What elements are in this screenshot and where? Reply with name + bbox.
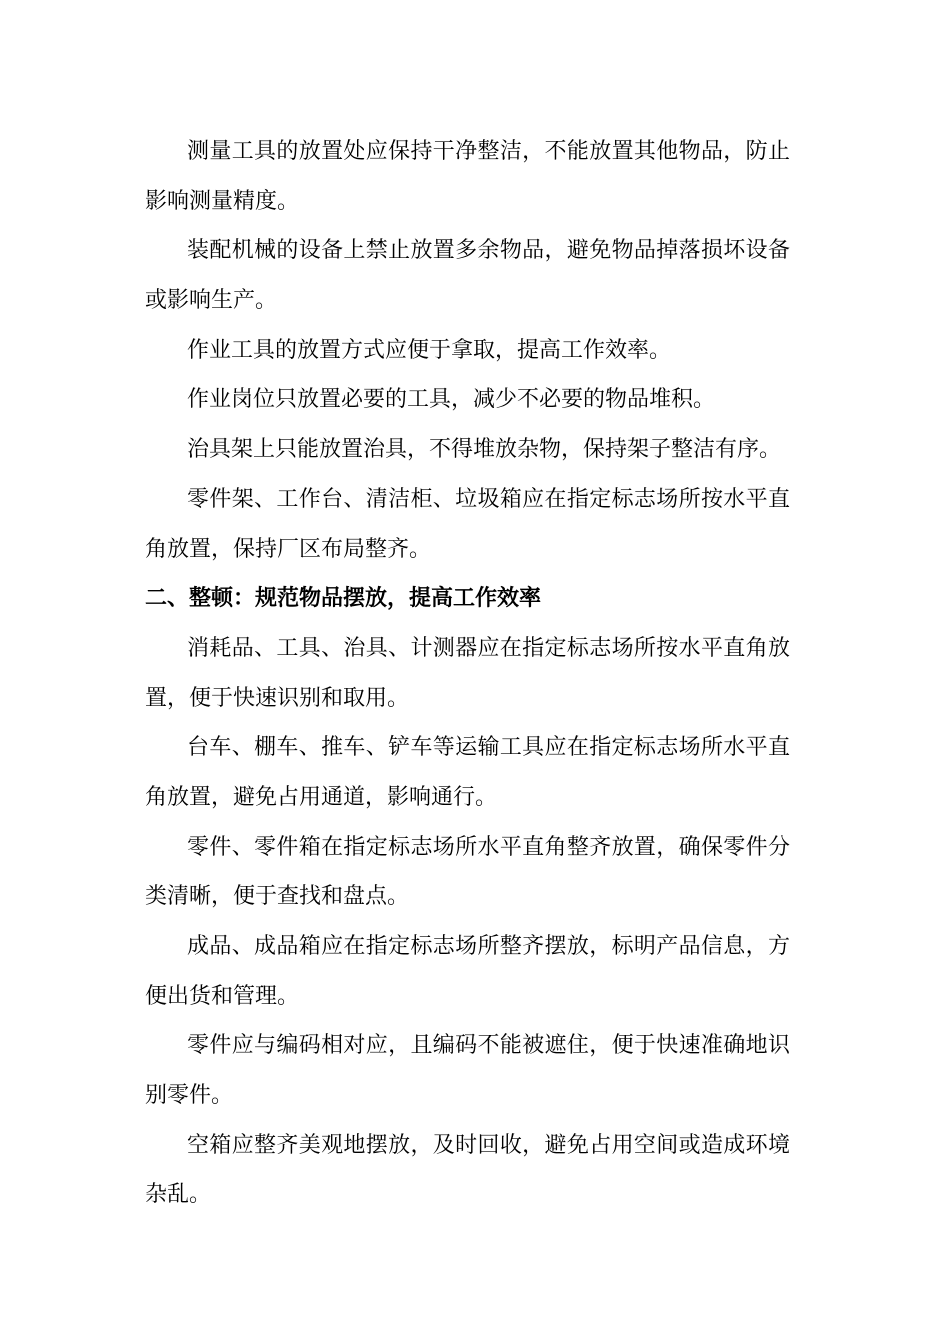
paragraph (145, 1021, 790, 1120)
paragraph-line: 或影响生产。 (145, 288, 278, 314)
paragraph-line: 零件、零件箱在指定标志场所水平直角整齐放置，确保零件分 (187, 834, 790, 860)
paragraph (145, 425, 790, 475)
paragraph-line: 治具架上只能放置治具，不得堆放杂物，保持架子整洁有序。 (187, 437, 782, 463)
paragraph-line: 装配机械的设备上禁止放置多余物品，避免物品掉落损坏设备 (187, 238, 790, 264)
paragraph (145, 127, 790, 226)
paragraph (145, 226, 790, 325)
document-body (145, 127, 790, 1220)
paragraph-line: 类清晰，便于查找和盘点。 (145, 884, 410, 910)
paragraph-line: 消耗品、工具、治具、计测器应在指定标志场所按水平直角放 (187, 635, 790, 661)
paragraph-line: 置，便于快速识别和取用。 (145, 685, 410, 711)
paragraph (145, 922, 790, 1021)
paragraph-line: 成品、成品箱应在指定标志场所整齐摆放，标明产品信息，方 (187, 934, 790, 959)
paragraph-line: 作业工具的放置方式应便于拿取，提高工作效率。 (187, 337, 672, 363)
paragraph-line: 别零件。 (145, 1083, 234, 1109)
paragraph-line: 零件应与编码相对应，且编码不能被遮住，便于快速准确地识 (187, 1033, 790, 1059)
paragraph (145, 624, 790, 723)
paragraph (145, 823, 790, 922)
paragraph (145, 723, 790, 822)
paragraph-line: 便出货和管理。 (145, 983, 300, 1009)
paragraph-line: 空箱应整齐美观地摆放，及时回收，避免占用空间或造成环境 (187, 1132, 790, 1158)
paragraph (145, 475, 790, 574)
paragraph-line: 测量工具的放置处应保持干净整洁，不能放置其他物品，防止 (187, 139, 790, 164)
paragraph-line: 角放置，避免占用通道，影响通行。 (145, 784, 498, 810)
paragraph-line: 零件架、工作台、清洁柜、垃圾箱应在指定标志场所按水平直 (187, 486, 790, 512)
paragraph (145, 1121, 790, 1220)
paragraph-line: 影响测量精度。 (145, 188, 300, 214)
paragraph-line: 台车、棚车、推车、铲车等运输工具应在指定标志场所水平直 (187, 735, 790, 761)
paragraph-line: 角放置，保持厂区布局整齐。 (145, 536, 432, 562)
paragraph-line: 杂乱。 (145, 1182, 212, 1208)
paragraph (145, 375, 790, 425)
paragraph-line: 作业岗位只放置必要的工具，减少不必要的物品堆积。 (187, 387, 716, 413)
paragraph (145, 326, 790, 376)
section-heading: 二、整顿：规范物品摆放，提高工作效率 (145, 586, 542, 612)
